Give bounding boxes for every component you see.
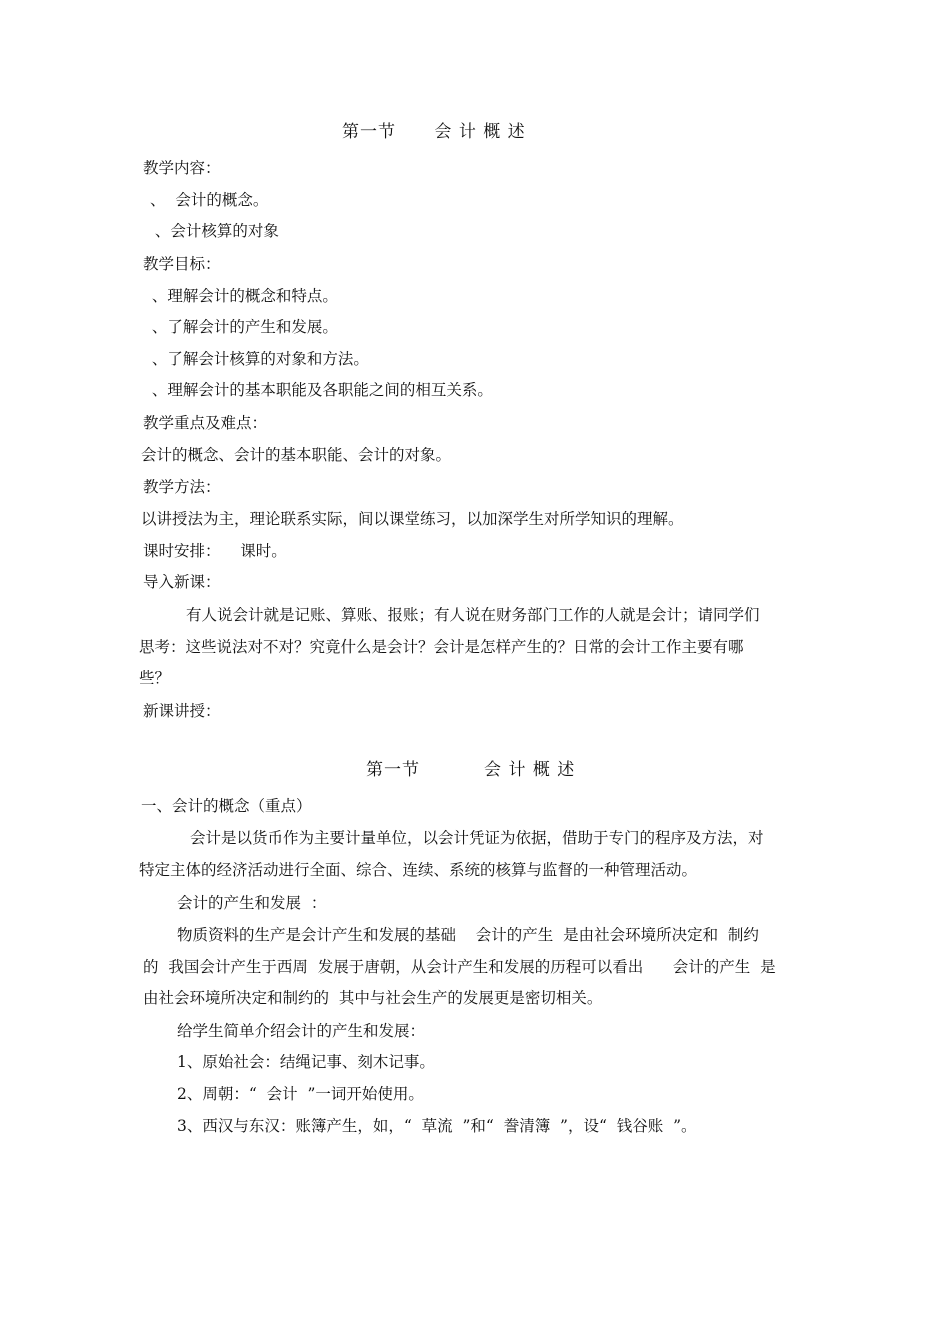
goal-item: 、理解会计的基本职能及各职能之间的相互关系。 (147, 381, 493, 399)
key-points-heading: 教学重点及难点： (143, 414, 268, 432)
history-item: 1、原始社会：结绳记事、刻木记事。 (177, 1053, 435, 1071)
goal-item: 、理解会计的概念和特点。 (147, 287, 338, 305)
section-heading: 一、会计的概念（重点） (141, 797, 312, 815)
lesson-intro-heading: 导入新课： (143, 573, 221, 591)
history-item: 2、周朝：“ 会计 ”一词开始使用。 (177, 1085, 424, 1103)
lesson-intro-line: 思考：这些说法对不对？究竟什么是会计？会计是怎样产生的？日常的会计工作主要有哪 (139, 638, 744, 656)
key-points-text: 会计的概念、会计的基本职能、会计的对象。 (141, 446, 452, 464)
goal-item: 、了解会计核算的对象和方法。 (147, 350, 369, 368)
teaching-goal-heading: 教学目标： (143, 255, 221, 273)
content-item: 、 会计的概念。 (150, 191, 269, 209)
origin-heading: 会计的产生和发展 ： (177, 894, 327, 912)
lesson-intro-line: 些？ (139, 669, 171, 687)
new-lesson-heading: 新课讲授： (143, 702, 221, 720)
page-title: 第一节 会 计 概 述 (342, 122, 526, 142)
history-intro: 给学生简单介绍会计的产生和发展： (177, 1022, 426, 1040)
teaching-method-text: 以讲授法为主，理论联系实际，间以课堂练习，以加深学生对所学知识的理解。 (141, 510, 684, 528)
definition-line: 特定主体的经济活动进行全面、综合、连续、系统的核算与监督的一种管理活动。 (139, 861, 698, 879)
origin-line: 物质资料的生产是会计产生和发展的基础 会计的产生 是由社会环境所决定和 制约 (177, 926, 759, 944)
lesson-intro-line: 有人说会计就是记账、算账、报账；有人说在财务部门工作的人就是会计；请同学们 (186, 606, 760, 624)
goal-item: 、了解会计的产生和发展。 (147, 318, 338, 336)
class-hours-text: 课时安排： 课时。 (143, 542, 287, 560)
history-item: 3、西汉与东汉：账簿产生，如，“ 草流 ”和“ 誊清簿 ”，设“ 钱谷账 ”。 (177, 1117, 697, 1135)
origin-line: 的 我国会计产生于西周 发展于唐朝，从会计产生和发展的历程可以看出 会计的产生 是 (143, 958, 776, 976)
teaching-method-heading: 教学方法： (143, 478, 221, 496)
origin-line: 由社会环境所决定和制约的 其中与社会生产的发展更是密切相关。 (143, 989, 603, 1007)
content-item: 、会计核算的对象 (150, 222, 279, 240)
definition-line: 会计是以货币作为主要计量单位，以会计凭证为依据，借助于专门的程序及方法，对 (190, 829, 764, 847)
section-title: 第一节 会 计 概 述 (366, 760, 576, 780)
teaching-content-heading: 教学内容： (143, 159, 221, 177)
